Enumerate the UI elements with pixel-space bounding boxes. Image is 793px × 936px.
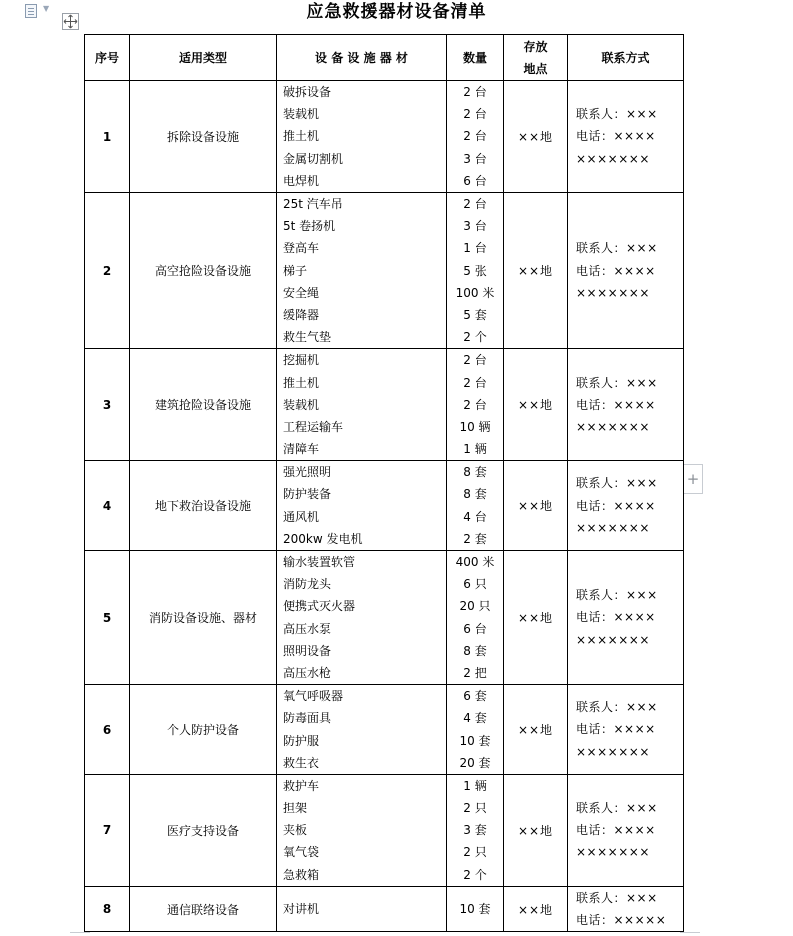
quantity-item: 6 只: [463, 577, 487, 592]
quantity-item: 2 台: [463, 353, 487, 368]
row-location: ××地: [504, 461, 568, 551]
equipment-item: 清障车: [283, 442, 320, 457]
equipment-item: 便携式灭火器: [283, 599, 356, 614]
equipment-item: 防护服: [283, 733, 320, 748]
quantity-item: 6 台: [463, 621, 487, 636]
equipment-item: 对讲机: [283, 901, 320, 916]
row-equipment-list: [277, 774, 447, 886]
contact-line: 联系人：×××: [576, 476, 658, 491]
contact-line: 电话：××××: [576, 823, 656, 838]
quantity-item: 3 台: [463, 219, 487, 234]
header-equipment: 设 备 设 施 器 材: [277, 35, 447, 81]
quantity-item: 2 套: [463, 531, 487, 546]
equipment-item: 电焊机: [283, 173, 320, 188]
equipment-item: 200kw 发电机: [283, 531, 363, 546]
quantity-item: 2 只: [463, 801, 487, 816]
header-location: 存放地点: [504, 35, 568, 81]
row-location: ××地: [504, 193, 568, 349]
row-category: 高空抢险设备设施: [130, 193, 277, 349]
row-quantity-list: [447, 774, 504, 886]
row-quantity-list: [447, 81, 504, 193]
row-quantity-list: [447, 349, 504, 461]
row-index: 7: [85, 774, 130, 886]
equipment-item: 照明设备: [283, 643, 332, 658]
table-row: [85, 685, 684, 775]
row-equipment-list: [277, 685, 447, 775]
contact-line: 电话：××××: [576, 498, 656, 513]
equipment-item: 救生气垫: [283, 330, 332, 345]
row-category: 建筑抢险设备设施: [130, 349, 277, 461]
header-index: 序号: [85, 35, 130, 81]
equipment-item: 输水装置软管: [283, 555, 356, 569]
quantity-item: 2 台: [463, 85, 487, 100]
table-row: [85, 461, 684, 551]
row-index: 1: [85, 81, 130, 193]
row-quantity-list: [447, 193, 504, 349]
row-index: 3: [85, 349, 130, 461]
equipment-item: 工程运输车: [283, 419, 344, 434]
quantity-item: 2 台: [463, 397, 487, 412]
row-contact: [568, 774, 684, 886]
row-equipment-list: [277, 461, 447, 551]
quantity-item: 10 套: [459, 901, 491, 916]
equipment-item: 防毒面具: [283, 711, 332, 726]
table-row: [85, 81, 684, 193]
contact-line: ×××××××: [576, 744, 650, 759]
contact-line: 电话：×××××: [576, 913, 667, 927]
row-quantity-list: [447, 551, 504, 685]
contact-line: ×××××××: [576, 632, 650, 647]
equipment-item: 推土机: [283, 375, 320, 390]
contact-line: 联系人：×××: [576, 890, 658, 905]
equipment-item: 装载机: [283, 107, 320, 122]
equipment-item: 登高车: [283, 241, 320, 256]
quantity-item: 2 台: [463, 197, 487, 211]
row-quantity-list: [447, 461, 504, 551]
row-category: 通信联络设备: [130, 886, 277, 931]
quantity-item: 5 套: [463, 307, 487, 322]
contact-line: ×××××××: [576, 419, 650, 434]
row-location: ××地: [504, 349, 568, 461]
table-row: [85, 193, 684, 349]
contact-line: 联系人：×××: [576, 107, 658, 122]
row-equipment-list: [277, 81, 447, 193]
equipment-item: 救护车: [283, 778, 320, 793]
row-category: 拆除设备设施: [130, 81, 277, 193]
row-contact: [568, 685, 684, 775]
equipment-item: 救生衣: [283, 755, 320, 770]
equipment-item: 高压水枪: [283, 665, 332, 680]
equipment-item: 通风机: [283, 509, 320, 524]
quantity-item: 2 只: [463, 845, 487, 860]
quantity-item: 6 套: [463, 689, 487, 704]
contact-line: 联系人：×××: [576, 241, 658, 256]
row-equipment-list: [277, 886, 447, 931]
equipment-item: 防护装备: [283, 487, 332, 502]
quantity-item: 3 台: [463, 151, 487, 166]
contact-line: 联系人：×××: [576, 375, 658, 390]
quantity-item: 2 台: [463, 107, 487, 122]
equipment-item: 氧气袋: [283, 845, 320, 860]
quantity-item: 2 台: [463, 375, 487, 390]
quantity-item: 8 套: [463, 465, 487, 480]
row-category: 个人防护设备: [130, 685, 277, 775]
row-category: 地下救治设备设施: [130, 461, 277, 551]
row-index: 4: [85, 461, 130, 551]
row-location: ××地: [504, 886, 568, 931]
contact-line: 联系人：×××: [576, 801, 658, 816]
table-row: [85, 349, 684, 461]
quantity-item: 2 个: [463, 330, 487, 345]
quantity-item: 8 套: [463, 643, 487, 658]
row-equipment-list: [277, 193, 447, 349]
equipment-item: 25t 汽车吊: [283, 197, 343, 211]
quantity-item: 4 台: [463, 509, 487, 524]
contact-line: ×××××××: [576, 285, 650, 300]
row-contact: [568, 461, 684, 551]
row-location: ××地: [504, 685, 568, 775]
chevron-down-icon[interactable]: ▼: [43, 4, 50, 13]
equipment-item: 梯子: [283, 263, 308, 278]
contact-line: 电话：××××: [576, 263, 656, 278]
equipment-item: 急救箱: [283, 867, 320, 882]
contact-line: ×××××××: [576, 151, 650, 166]
table-row: [85, 774, 684, 886]
quantity-item: 10 套: [459, 733, 491, 748]
contact-line: 电话：××××: [576, 610, 656, 625]
margin-mark: [680, 932, 700, 933]
contact-line: 电话：××××: [576, 397, 656, 412]
row-quantity-list: [447, 886, 504, 931]
row-index: 6: [85, 685, 130, 775]
quantity-item: 1 台: [463, 241, 487, 256]
contact-line: 联系人：×××: [576, 588, 658, 603]
quantity-item: 1 辆: [463, 442, 487, 457]
row-contact: [568, 886, 684, 931]
equipment-table: [84, 34, 684, 932]
equipment-item: 夹板: [283, 823, 308, 838]
row-contact: [568, 349, 684, 461]
quantity-item: 2 个: [463, 867, 487, 882]
row-location: ××地: [504, 774, 568, 886]
equipment-item: 装载机: [283, 397, 320, 412]
row-quantity-list: [447, 685, 504, 775]
header-quantity: 数量: [447, 35, 504, 81]
quantity-item: 5 张: [463, 263, 487, 278]
table-row: [85, 886, 684, 931]
row-contact: [568, 551, 684, 685]
quantity-item: 2 把: [463, 665, 487, 680]
page-title: 应急救援器材设备清单: [306, 2, 487, 22]
quantity-item: 400 米: [455, 555, 495, 569]
equipment-item: 5t 卷扬机: [283, 219, 336, 234]
quantity-item: 20 只: [459, 599, 491, 614]
equipment-item: 强光照明: [283, 465, 332, 480]
contact-line: 电话：××××: [576, 722, 656, 737]
row-location: ××地: [504, 81, 568, 193]
row-location: ××地: [504, 551, 568, 685]
quantity-item: 4 套: [463, 711, 487, 726]
quantity-item: 20 套: [459, 755, 491, 770]
row-equipment-list: [277, 551, 447, 685]
equipment-item: 氧气呼吸器: [283, 689, 344, 704]
equipment-item: 消防龙头: [283, 577, 332, 592]
equipment-item: 挖掘机: [283, 353, 320, 368]
equipment-item: 担架: [283, 801, 308, 816]
row-category: 医疗支持设备: [130, 774, 277, 886]
header-contact: 联系方式: [568, 35, 684, 81]
contact-line: ×××××××: [576, 520, 650, 535]
contact-line: ×××××××: [576, 845, 650, 860]
quantity-item: 10 辆: [459, 419, 491, 434]
row-contact: [568, 193, 684, 349]
table-row: [85, 551, 684, 685]
equipment-item: 安全绳: [283, 285, 320, 300]
equipment-item: 高压水泵: [283, 621, 332, 636]
quantity-item: 3 套: [463, 823, 487, 838]
row-category: 消防设备设施、器材: [130, 551, 277, 685]
equipment-item: 破拆设备: [283, 85, 332, 100]
row-contact: [568, 81, 684, 193]
header-category: 适用类型: [130, 35, 277, 81]
row-index: 5: [85, 551, 130, 685]
equipment-item: 推土机: [283, 129, 320, 144]
contact-line: 电话：××××: [576, 129, 656, 144]
quantity-item: 6 台: [463, 173, 487, 188]
row-index: 2: [85, 193, 130, 349]
add-row-button[interactable]: +: [684, 464, 703, 494]
margin-mark: [70, 932, 90, 933]
quantity-item: 8 套: [463, 487, 487, 502]
contact-line: 联系人：×××: [576, 700, 658, 715]
row-index: 8: [85, 886, 130, 931]
equipment-item: 金属切割机: [283, 151, 344, 166]
quantity-item: 2 台: [463, 129, 487, 144]
quantity-item: 100 米: [455, 285, 495, 300]
equipment-item: 缓降器: [283, 307, 320, 322]
row-equipment-list: [277, 349, 447, 461]
quantity-item: 1 辆: [463, 778, 487, 793]
